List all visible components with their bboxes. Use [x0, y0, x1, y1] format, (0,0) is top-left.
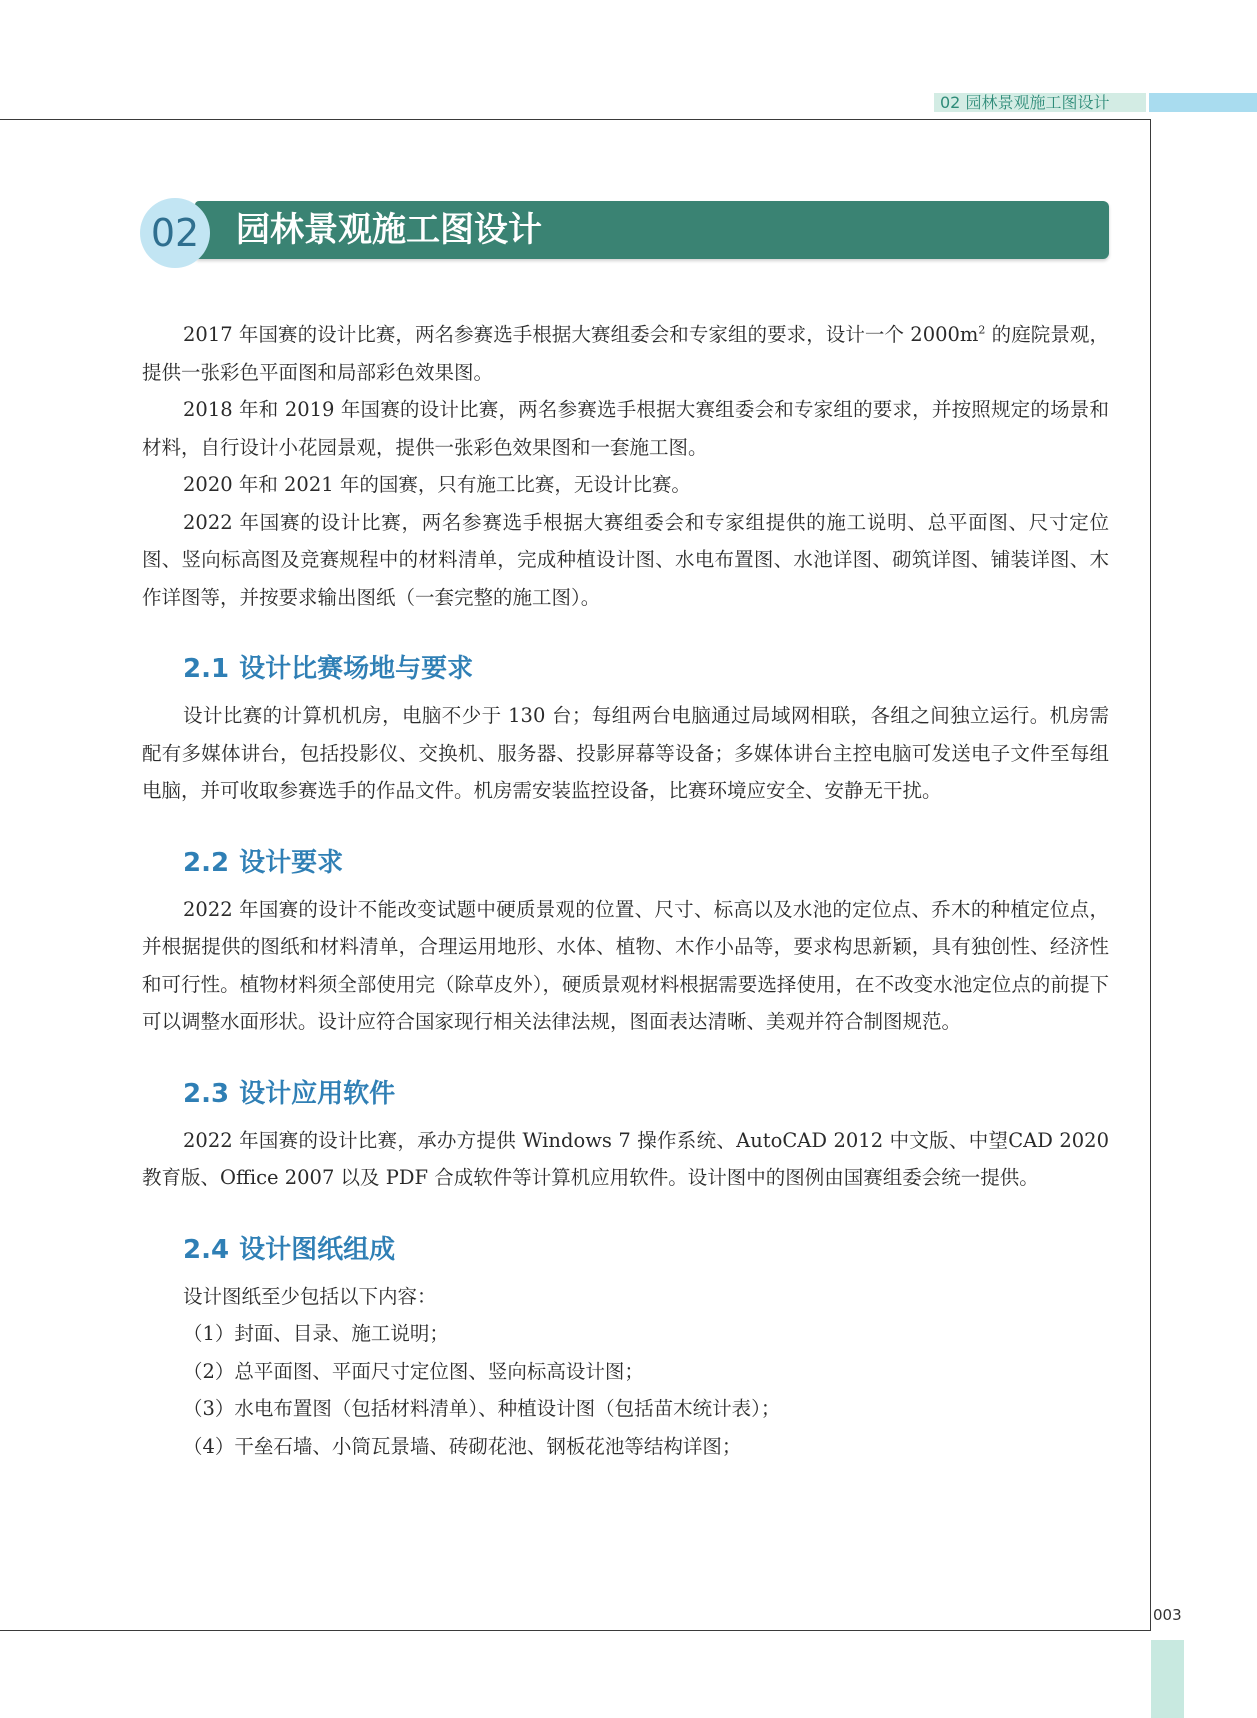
page-edge-tab: [1151, 1640, 1184, 1718]
list-item: （1）封面、目录、施工说明；: [183, 1322, 449, 1345]
list-item: （3）水电布置图（包括材料清单）、种植设计图（包括苗木统计表）；: [183, 1397, 781, 1420]
frame-top-line: [0, 119, 1151, 120]
running-header: [934, 93, 1257, 112]
intro-paragraph-4: 2022 年国赛的设计比赛，两名参赛选手根据大赛组委会和专家组提供的施工说明、总平面图、尺寸定位图、竖向标高图及竞赛规程中的材料清单，完成种植设计图、水电布置图、水池详图、砌筑详图、铺装详图、木作详图等，并按要求输出图纸（一套完整的施工图）。: [142, 510, 1109, 609]
section-body-2-3: 2022 年国赛的设计比赛，承办方提供 Windows 7 操作系统、AutoCAD 2012 中文版、中望CAD 2020 教育版、Office 2007 以及 PDF 合成软件等计算机应用软件。设计图中的图例由国赛组委会统一提供。: [142, 1128, 1109, 1189]
intro-paragraph-2: 2018 年和 2019 年国赛的设计比赛，两名参赛选手根据大赛组委会和专家组的要求，并按照规定的场景和材料，自行设计小花园景观，提供一张彩色效果图和一套施工图。: [142, 398, 1109, 459]
page-content: [142, 316, 1109, 1465]
section-title-2-3: 2.3 设计应用软件: [183, 1078, 396, 1109]
section-title-2-2: 2.2 设计要求: [183, 847, 344, 878]
running-header-label: 02 园林景观施工图设计: [934, 93, 1146, 112]
section-body-2-1: 设计比赛的计算机机房，电脑不少于 130 台；每组两台电脑通过局域网相联，各组之间独立运行。机房需配有多媒体讲台，包括投影仪、交换机、服务器、投影屏幕等设备；多媒体讲台主控电脑可发送电子文件至每组电脑，并可收取参赛选手的作品文件。机房需安装监控设备，比赛环境应安全、安静无干扰。: [142, 704, 1109, 802]
section-title-2-1: 2.1 设计比赛场地与要求: [183, 654, 474, 684]
frame-right-line: [1150, 119, 1151, 1630]
section-title-2-4: 2.4 设计图纸组成: [183, 1234, 396, 1265]
list-item: （2）总平面图、平面尺寸定位图、竖向标高设计图；: [183, 1359, 644, 1383]
superscript: 2: [978, 323, 986, 337]
chapter-title: 园林景观施工图设计: [236, 210, 542, 250]
intro-paragraph-3: 2020 年和 2021 年的国赛，只有施工比赛，无设计比赛。: [183, 473, 691, 496]
section-body-2-2: 2022 年国赛的设计不能改变试题中硬质景观的位置、尺寸、标高以及水池的定位点、乔木的种植定位点，并根据提供的图纸和材料清单，合理运用地形、水体、植物、木作小品等，要求构思新颖，具有独创性、经济性和可行性。植物材料须全部使用完（除草皮外），硬质景观材料根据需要选择使用，在不改变水池定位点的前提下可以调整水面形状。设计应符合国家现行相关法律法规，图面表达清晰、美观并符合制图规范。: [142, 897, 1109, 1033]
running-header-bar: [1149, 93, 1257, 112]
intro-paragraph-1: 2017 年国赛的设计比赛，两名参赛选手根据大赛组委会和专家组的要求，设计一个 $2000m^2$ 的庭院景观，提供一张彩色平面图和局部彩色效果图。: [142, 323, 1110, 384]
page-number: 003: [1153, 1606, 1182, 1624]
frame-bottom-line: [0, 1630, 1151, 1631]
section-intro-2-4: 设计图纸至少包括以下内容：: [183, 1284, 437, 1308]
list-item: （4）干垒石墙、小筒瓦景墙、砖砌花池、钢板花池等结构详图；: [183, 1434, 742, 1458]
chapter-banner: [140, 200, 1109, 268]
chapter-number: 02: [140, 198, 210, 268]
